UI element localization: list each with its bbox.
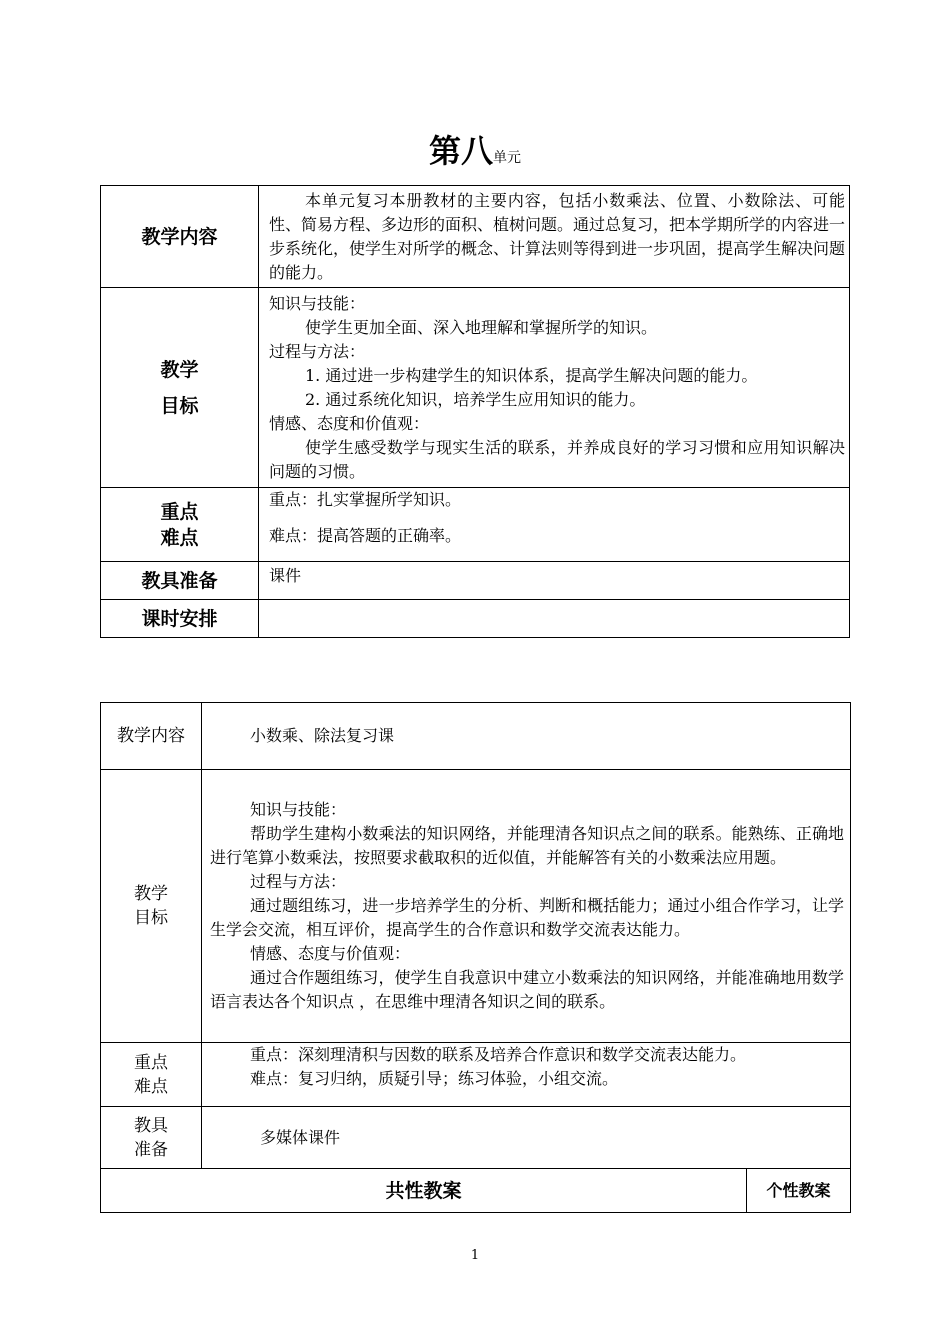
unit-key-label-line2: 难点 [160, 526, 199, 549]
lesson-tools-row [101, 1107, 851, 1169]
lesson-knowledge-heading: 知识与技能： [250, 800, 347, 819]
lesson-tools-text: 多媒体课件 [202, 1107, 851, 1169]
lesson-key-label [101, 1043, 202, 1107]
lesson-tools-label [101, 1107, 202, 1169]
unit-plan-table [100, 185, 850, 638]
unit-content-label: 教学内容 [101, 186, 259, 288]
lesson-key-cell [202, 1043, 851, 1107]
unit-content-row [101, 186, 850, 288]
lesson-tools-label-line2: 准备 [134, 1139, 168, 1160]
unit-goals-label-line1: 教学 [160, 358, 199, 381]
common-plan-header: 共性教案 [101, 1169, 747, 1213]
unit-process-item-2: 2. 通过系统化知识，培养学生应用知识的能力。 [305, 389, 646, 409]
unit-tools-row [101, 562, 850, 600]
unit-difficulty: 难点：提高答题的正确率。 [269, 526, 462, 545]
unit-schedule-row [101, 600, 850, 638]
unit-schedule-label: 课时安排 [101, 600, 259, 638]
unit-goals-cell [259, 288, 850, 488]
lesson-tools-label-line1: 教具 [134, 1115, 168, 1136]
unit-goals-row [101, 288, 850, 488]
lesson-goals-label-line2: 目标 [134, 908, 168, 928]
unit-tools-label: 教具准备 [101, 562, 259, 600]
lesson-content-label: 教学内容 [101, 703, 202, 770]
lesson-goals-label-line1: 教学 [134, 884, 168, 904]
lesson-process-heading: 过程与方法： [250, 872, 347, 891]
lesson-footer-row [101, 1169, 851, 1213]
lesson-plan-table [100, 702, 851, 1213]
unit-knowledge-heading: 知识与技能： [269, 293, 366, 313]
unit-title [0, 126, 950, 172]
personal-plan-header: 个性教案 [747, 1169, 851, 1213]
unit-key-cell [259, 488, 850, 562]
unit-emotion-text: 使学生感受数学与现实生活的联系，并养成良好的学习习惯和应用知识解决问题的习惯。 [269, 437, 845, 481]
unit-key-label-line1: 重点 [160, 500, 199, 523]
unit-process-heading: 过程与方法： [269, 341, 366, 361]
lesson-emotion-heading: 情感、态度与价值观： [250, 944, 411, 963]
unit-goals-label [101, 288, 259, 488]
unit-key-point: 重点：扎实掌握所学知识。 [269, 490, 462, 509]
lesson-key-point: 重点：深刻理清积与因数的联系及培养合作意识和数学交流表达能力。 [250, 1045, 747, 1064]
lesson-process-text: 通过题组练习，进一步培养学生的分析、判断和概括能力；通过小组合作学习，让学生学会交流，相互评价，提高学生的合作意识和数学交流表达能力。 [210, 896, 845, 939]
unit-content-text: 本单元复习本册教材的主要内容，包括小数乘法、位置、小数除法、可能性、简易方程、多边形的面积、植树问题。通过总复习，把本学期所学的内容进一步系统化，使学生对所学的概念、计算法则等得到进一步巩固，提高学生解决问题的能力。 [269, 190, 846, 282]
lesson-content-text: 小数乘、除法复习课 [202, 703, 851, 770]
lesson-key-row [101, 1043, 851, 1107]
lesson-content-row [101, 703, 851, 770]
unit-emotion-heading: 情感、态度和价值观： [269, 413, 430, 433]
lesson-key-label-line1: 重点 [134, 1052, 168, 1073]
unit-content-cell [259, 186, 850, 288]
unit-knowledge-text: 使学生更加全面、深入地理解和掌握所学的知识。 [305, 317, 658, 337]
lesson-knowledge-text: 帮助学生建构小数乘法的知识网络，并能理清各知识点之间的联系。能熟练、正确地进行笔算小数乘法，按照要求截取积的近似值，并能解答有关的小数乘法应用题。 [210, 824, 845, 867]
unit-schedule-text [259, 600, 850, 638]
unit-title-suffix: 单元 [493, 150, 521, 166]
unit-key-row [101, 488, 850, 562]
unit-tools-text: 课件 [259, 562, 850, 600]
lesson-emotion-text: 通过合作题组练习，使学生自我意识中建立小数乘法的知识网络，并能准确地用数学语言表达各个知识点 ，在思维中理清各知识之间的联系。 [210, 968, 845, 1011]
page-number: 1 [470, 1248, 480, 1263]
lesson-key-label-line2: 难点 [134, 1076, 168, 1097]
lesson-goals-label [101, 770, 202, 1043]
unit-key-label [101, 488, 259, 562]
lesson-goals-cell [202, 770, 851, 1043]
unit-process-item-1: 1. 通过进一步构建学生的知识体系，提高学生解决问题的能力。 [305, 365, 758, 385]
unit-goals-label-line2: 目标 [160, 394, 199, 417]
lesson-difficulty: 难点：复习归纳，质疑引导；练习体验，小组交流。 [250, 1069, 619, 1088]
lesson-goals-row [101, 770, 851, 1043]
unit-title-main: 第八 [428, 132, 493, 170]
